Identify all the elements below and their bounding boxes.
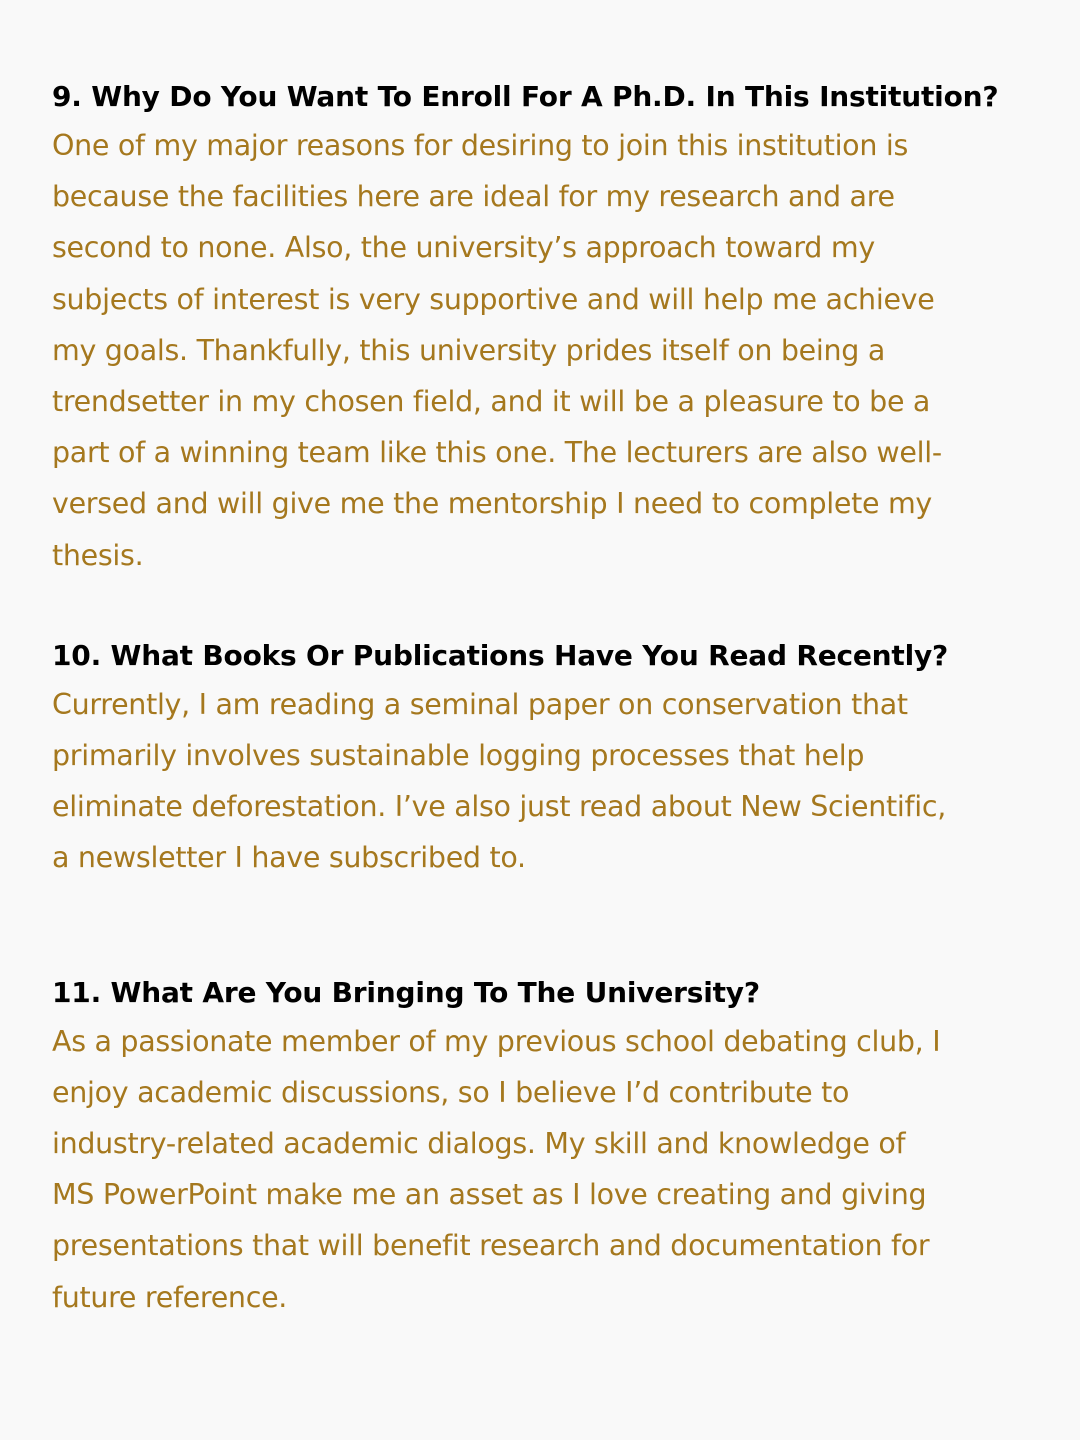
answer-line: MS PowerPoint make me an asset as I love creating and giving [52, 1178, 927, 1212]
answer-line: primarily involves sustainable logging processes that help [52, 739, 865, 773]
qa-section-9 [52, 74, 1028, 581]
answer-line: As a passionate member of my previous school debating club, I [52, 1024, 941, 1058]
answer-line: eliminate deforestation. I’ve also just read about New Scientific, [52, 790, 946, 824]
answer-line: thesis. [52, 538, 144, 572]
question-heading: 10. What Books Or Publications Have You Read Recently? [52, 638, 949, 672]
answer-paragraph [52, 679, 1028, 884]
answer-line: a newsletter I have subscribed to. [52, 841, 526, 875]
answer-line: my goals. Thankfully, this university prides itself on being a [52, 333, 886, 367]
answer-line: presentations that will benefit research and documentation for [52, 1229, 930, 1263]
answer-line: One of my major reasons for desiring to join this institution is [52, 129, 909, 162]
question-heading: 9. Why Do You Want To Enroll For A Ph.D. In This Institution? [52, 80, 999, 113]
answer-line: Currently, I am reading a seminal paper on conservation that [52, 687, 908, 721]
qa-section-11 [52, 970, 1028, 1323]
qa-section-10 [52, 633, 1028, 884]
answer-line: versed and will give me the mentorship I need to complete my [52, 487, 933, 521]
answer-line: future reference. [52, 1280, 288, 1314]
answer-line: because the facilities here are ideal for my research and are [52, 180, 895, 214]
answer-line: industry-related academic dialogs. My skill and knowledge of [52, 1127, 906, 1161]
answer-line: enjoy academic discussions, so I believe I’d contribute to [52, 1075, 850, 1109]
answer-line: trendsetter in my chosen field, and it will be a pleasure to be a [52, 385, 931, 419]
answer-paragraph [52, 1016, 1028, 1323]
answer-paragraph [52, 120, 1028, 581]
answer-line: subjects of interest is very supportive and will help me achieve [52, 282, 935, 316]
question-heading: 11. What Are You Bringing To The University? [52, 975, 760, 1009]
answer-line: part of a winning team like this one. The lecturers are also well- [52, 436, 942, 470]
answer-line: second to none. Also, the university’s approach toward my [52, 231, 875, 265]
